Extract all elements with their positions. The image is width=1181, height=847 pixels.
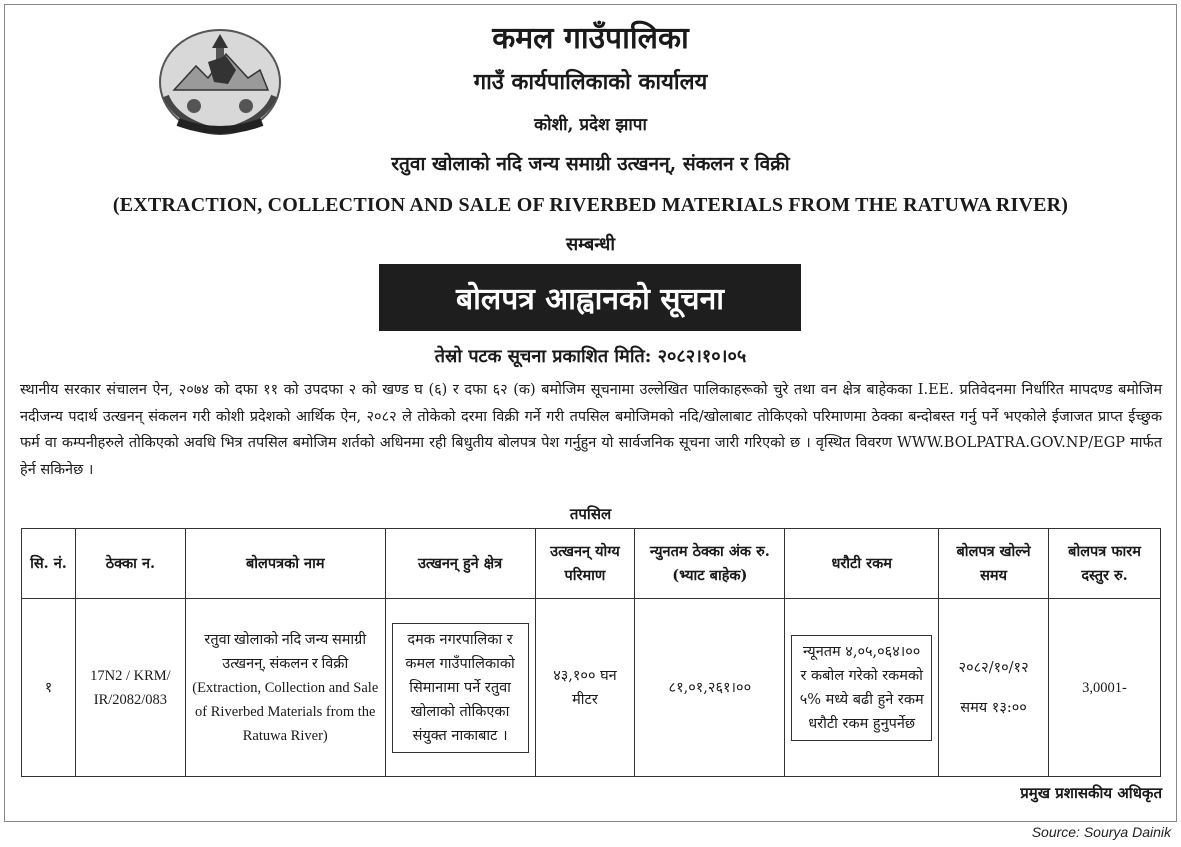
col-header-area: उत्खनन् हुने क्षेत्र <box>385 529 535 599</box>
opening-time: समय १३:०० <box>960 699 1027 716</box>
col-header-deposit: धरौटी रकम <box>785 529 939 599</box>
publish-date-line: तेस्रो पटक सूचना प्रकाशित मिति: २०८२।१०।०५ <box>434 346 747 367</box>
col-header-min-amount: न्युनतम ठेक्का अंक रु. (भ्याट बाहेक) <box>635 529 785 599</box>
tender-table <box>21 528 1161 777</box>
office-title: गाउँ कार्यपालिकाको कार्यालय <box>473 69 708 95</box>
cell-quantity: ४३,१०० घन मीटर <box>535 599 635 777</box>
col-header-opening-time: बोलपत्र खोल्ने समय <box>939 529 1049 599</box>
cell-min-amount: ८१,०१,२६१।०० <box>635 599 785 777</box>
table-header-row <box>22 529 1161 599</box>
table-caption: तपसिल <box>569 505 612 523</box>
col-header-form-fee: बोलपत्र फारम दस्तुर रु. <box>1049 529 1161 599</box>
related-label: सम्बन्धी <box>565 234 615 255</box>
cell-contract-no: 17N2 / KRM/ IR/2082/083 <box>75 599 185 777</box>
source-credit: Source: Sourya Dainik <box>1031 824 1171 840</box>
cell-form-fee: 3,0001- <box>1049 599 1161 777</box>
signatory: प्रमुख प्रशासकीय अधिकृत <box>1020 784 1162 802</box>
cell-opening-time <box>939 599 1049 777</box>
opening-date: २०८२/१०/१२ <box>958 659 1029 676</box>
cell-deposit <box>785 599 939 777</box>
col-header-tender-name: बोलपत्रको नाम <box>185 529 385 599</box>
subject-nepali: रतुवा खोलाको नदि जन्य समाग्री उत्खनन्, संकलन र विक्री <box>391 153 790 175</box>
col-header-quantity: उत्खनन् योग्य परिमाण <box>535 529 635 599</box>
col-header-contract-no: ठेक्का न. <box>75 529 185 599</box>
municipality-title: कमल गाउँपालिका <box>492 21 689 56</box>
cell-area <box>385 599 535 777</box>
cell-sn: १ <box>22 599 76 777</box>
notice-paragraph: स्थानीय सरकार संचालन ऐन, २०७४ को दफा ११ को उपदफा २ को खण्ड घ (६) र दफा ६२ (क) बमोजिम सूचनामा उल्लेखित पालिकाहरूको चुरे तथा वन क्षेत्र बाहेकका I.EE. प्रतिवेदनमा निर्धारित मापदण्ड बमोजिम नदीजन्य पदार्थ उत्खनन् संकलन गरी कोशी प्रदेशको आर्थिक ऐन, २०८२ ले तोकेको दरमा विक्री गर्ने गरी तपसिल बमोजिमको नदि/खोलाबाट तोकिएको परिमाणमा ठेक्का बन्दोबस्त गर्नु पर्ने भएकोले ईजाजत प्राप्त ईच्छुक फर्म वा कम्पनीहरुले तोकिएको अवधि भित्र तपसिल बमोजिम शर्तको अधिनमा रही बिधुतीय बोलपत्र पेश गर्नुहुन यो सार्वजनिक सूचना जारी गरिएको छ । वृस्थित विवरण WWW.BOLPATRA.GOV.NP/EGP मार्फत हेर्न सकिनेछ । <box>20 382 1162 478</box>
cell-area-text: दमक नगरपालिका र कमल गाउँपालिकाको सिमानामा पर्ने रतुवा खोलाको तोकिएका संयुक्त नाकाबाट । <box>392 623 529 753</box>
cell-tender-name: रतुवा खोलाको नदि जन्य समाग्री उत्खनन्, संकलन र विक्री (Extraction, Collection and Sale of Riverbed Materials from the Ratuwa River) <box>185 599 385 777</box>
location-line: कोशी, प्रदेश झापा <box>534 115 647 135</box>
table-row <box>22 599 1161 777</box>
cell-deposit-text: न्यूनतम ४,०५,०६४।०० र कबोल गरेको रकमको ५% मध्ये बढी हुने रकम धरौटी रकम हुनुपर्नेछ <box>791 635 932 741</box>
col-header-sn: सि. नं. <box>22 529 76 599</box>
subject-english: (EXTRACTION, COLLECTION AND SALE OF RIVERBED MATERIALS FROM THE RATUWA RIVER) <box>112 194 1069 216</box>
notice-banner: बोलपत्र आह्वानको सूचना <box>379 264 801 331</box>
